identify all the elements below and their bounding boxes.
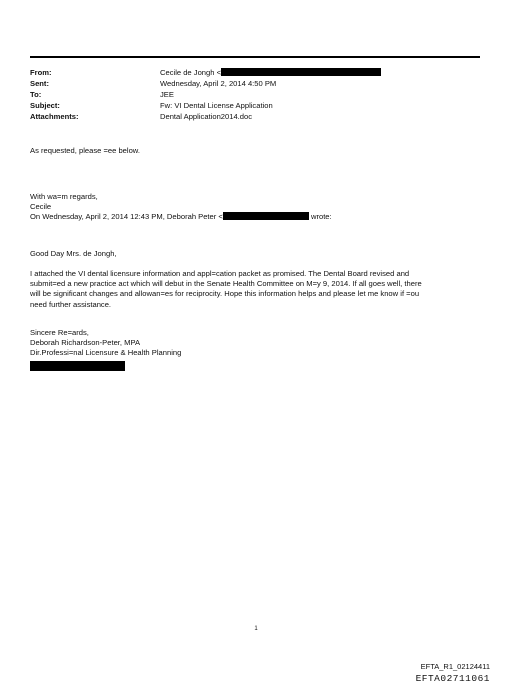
sent-value: Wednesday, April 2, 2014 4:50 PM [160, 79, 277, 88]
to-label: To: [30, 90, 42, 99]
subject-value: Fw: VI Dental License Application [160, 101, 273, 110]
from-label: From: [30, 68, 52, 77]
redaction-box [30, 361, 125, 371]
paragraph-line: will be significant changes and allowan=es for reciprocity. Hope this information helps and please let me know if =ou [30, 289, 420, 299]
page-number: 1 [254, 626, 258, 632]
greeting: Good Day Mrs. de Jongh, [30, 249, 117, 258]
closing-regards: With wa=m regards, [30, 192, 98, 201]
from-name: Cecile de Jongh < [160, 68, 222, 77]
paragraph-line: submit=ed a new practice act which will debut in the Senate Health Committee on M=y 9, 2014. If all goes well, there [30, 279, 422, 289]
closing-name: Cecile [30, 202, 52, 212]
signature-redaction [30, 361, 480, 373]
bates-stamp-small: EFTA_R1_02124411 [420, 662, 490, 671]
bates-stamp-large: EFTA02711061 [415, 673, 490, 684]
message-paragraph [30, 269, 480, 310]
signoff: Sincere Re=ards, [30, 328, 89, 337]
forward-prefix: On Wednesday, April 2, 2014 12:43 PM, Deborah Peter < [30, 212, 223, 222]
signature-block [30, 328, 480, 373]
paragraph-line: need further assistance. [30, 299, 112, 309]
intro-line: As requested, please =ee below. [30, 146, 140, 155]
signature-name: Deborah Richardson-Peter, MPA [30, 338, 141, 348]
paragraph-line: I attached the VI dental licensure information and appl=cation packet as promised. The Dental Board revised and [30, 269, 410, 278]
forward-line [30, 212, 480, 222]
redaction-box [223, 212, 309, 220]
redaction-box [221, 68, 381, 76]
closing-block [30, 192, 480, 223]
header-rule [30, 56, 480, 58]
subject-label: Subject: [30, 101, 60, 110]
to-value: JEE [160, 90, 174, 99]
attachment-link[interactable]: Dental Application2014.doc [160, 112, 253, 121]
from-value [160, 67, 381, 78]
attachments-label: Attachments: [30, 112, 79, 121]
signature-title: Dir.Professi=nal Licensure & Health Planning [30, 348, 182, 358]
sent-label: Sent: [30, 79, 49, 88]
forward-suffix: wrote: [308, 212, 332, 222]
